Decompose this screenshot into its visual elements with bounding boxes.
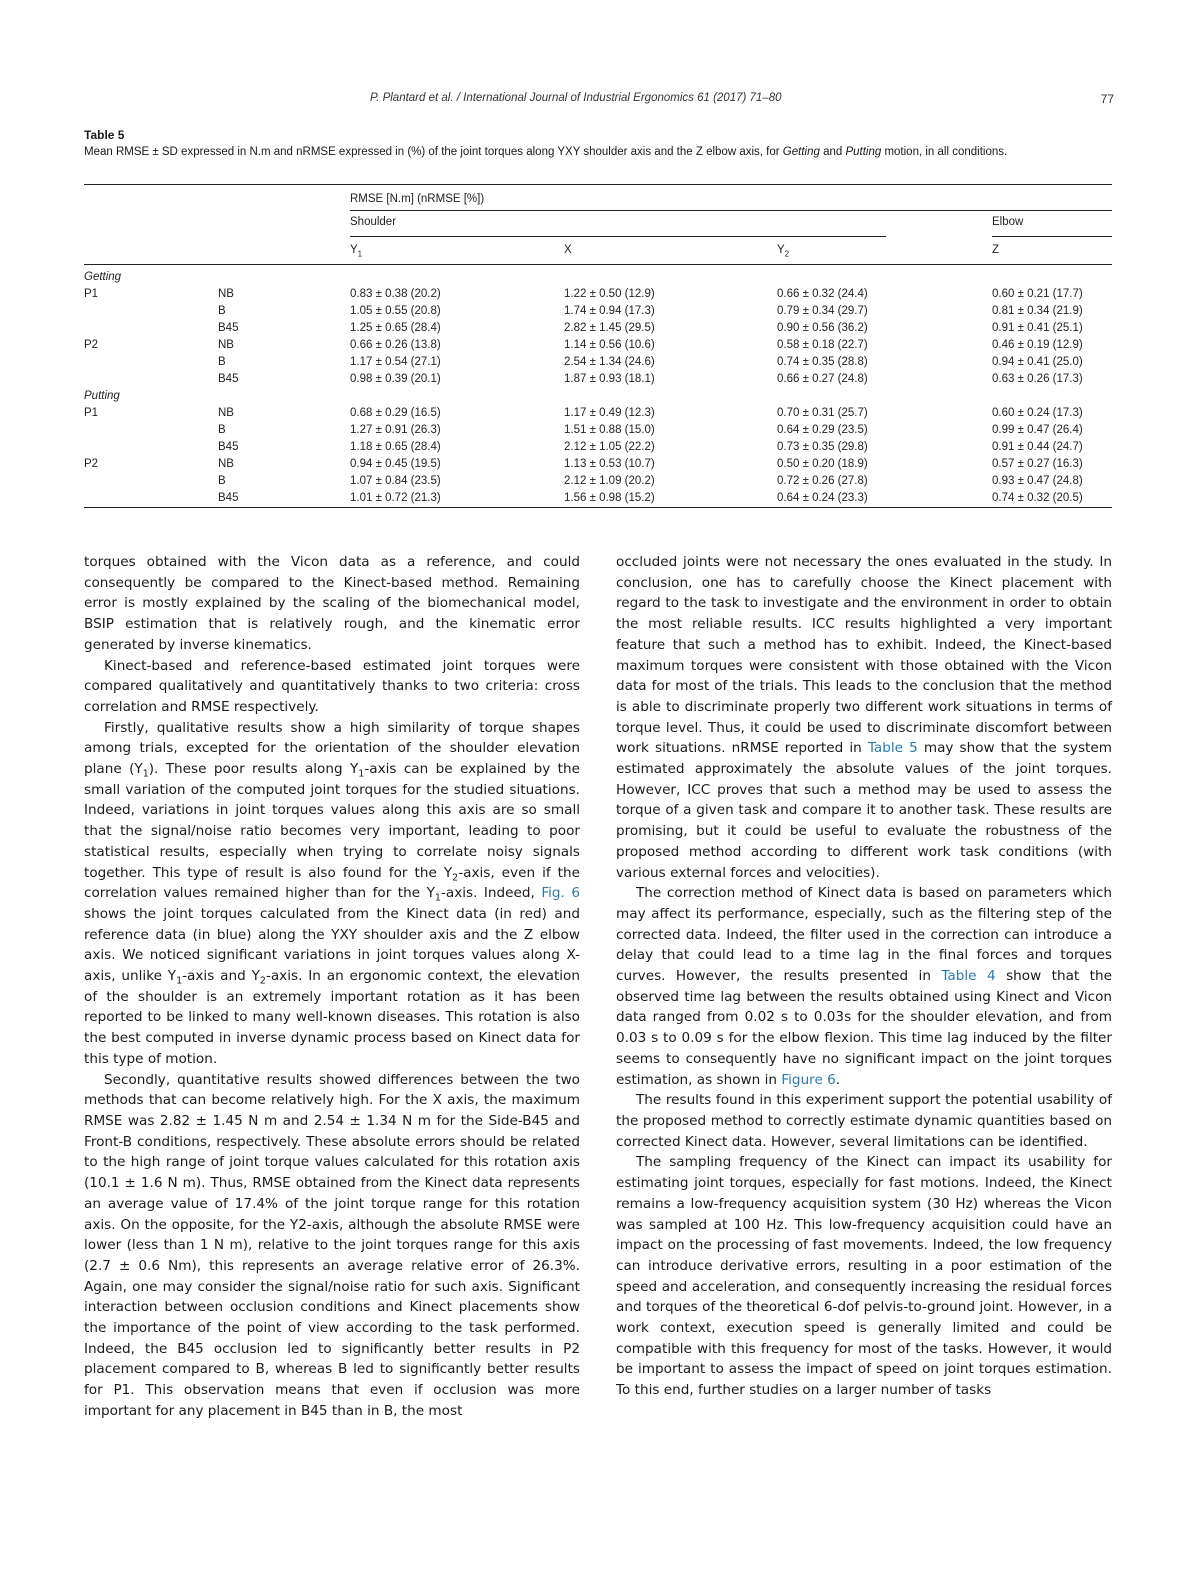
condition-cell: B45 [218, 441, 239, 453]
shoulder-header: Shoulder [350, 216, 397, 228]
elbow-header: Elbow [992, 216, 1024, 228]
right-text-column [616, 552, 1112, 1401]
caption-text: motion, in all conditions. [881, 146, 1008, 158]
paragraph [616, 883, 1112, 1090]
cell-y2: 0.73 ± 0.35 (29.8) [777, 441, 868, 453]
table-caption [84, 128, 1112, 161]
cross-reference-link[interactable]: Table 5 [867, 740, 918, 757]
table-row [84, 337, 1112, 354]
condition-cell: NB [218, 407, 234, 419]
text-run: ). These poor results along Y [148, 761, 359, 778]
table-row [84, 303, 1112, 320]
placement-cell: P1 [84, 407, 99, 419]
caption-text: Mean RMSE ± SD expressed in N.m and nRMSE expressed in (%) of the joint torques along YXY shoulder axis and the Z elbow axis, for [84, 146, 783, 158]
cell-y1: 1.27 ± 0.91 (26.3) [350, 424, 441, 436]
text-run: The sampling frequency of the Kinect can impact its usability for estimating joint torques, especially for fast motions. Indeed, the Kinect remains a low-frequency acquisition system (30 Hz) whereas the Vicon was sampled at 100 Hz. This low-frequency acquisition could have an impact on the processing of fast movements. Indeed, the low frequency can introduce derivative errors, resulting in a poor estimation of the speed and acceleration, and consequently increasing the residual forces and torques of the theoretical 6-dof pelvis-to-ground joint. However, in a work context, execution speed is generally limited and could be compatible with this frequency for most of the tasks. However, it would be important to assess the impact of speed on joint torques estimation. To this end, further studies on a larger number of tasks [616, 1154, 1112, 1399]
condition-cell: B [218, 305, 226, 317]
cell-y2: 0.64 ± 0.29 (23.5) [777, 424, 868, 436]
subscript: 2 [259, 975, 266, 987]
table-row [84, 422, 1112, 439]
cell-x: 1.56 ± 0.98 (15.2) [564, 492, 655, 504]
table-label: Table 5 [84, 128, 125, 142]
cell-x: 2.54 ± 1.34 (24.6) [564, 356, 655, 368]
cell-x: 1.74 ± 0.94 (17.3) [564, 305, 655, 317]
header-bottom-rule [84, 264, 1112, 265]
cell-y2: 0.70 ± 0.31 (25.7) [777, 407, 868, 419]
cell-x: 1.14 ± 0.56 (10.6) [564, 339, 655, 351]
caption-text: Getting [782, 146, 820, 158]
text-run: -axis can be explained by the small variation of the computed joint torques for the studied situations. Indeed, variations in joint torques values along this axis are so small that the signal/noise ratio becomes very important, leading to poor statistical results, especially when trying to correlate noisy signals together. This type of result is also found for the Y [84, 761, 580, 881]
column-header-y1: $Y_1$ [350, 244, 363, 259]
cell-x: 1.17 ± 0.49 (12.3) [564, 407, 655, 419]
caption-text: and [819, 146, 846, 158]
cell-z: 0.63 ± 0.26 (17.3) [992, 373, 1083, 385]
cell-x: 1.51 ± 0.88 (15.0) [564, 424, 655, 436]
cross-reference-link[interactable]: Table 4 [941, 968, 996, 985]
paragraph [84, 1070, 580, 1422]
paragraph [84, 718, 580, 1070]
table-row [84, 456, 1112, 473]
cell-z: 0.93 ± 0.47 (24.8) [992, 475, 1083, 487]
condition-cell: B [218, 424, 226, 436]
subscript: 1 [358, 768, 365, 780]
cell-y1: 0.68 ± 0.29 (16.5) [350, 407, 441, 419]
running-head: P. Plantard et al. / International Journal of Industrial Ergonomics 61 (2017) 71–80 [370, 92, 782, 104]
text-run: show that the observed time lag between the results obtained using Kinect and Vicon data ranged from 0.02 s to 0.03s for the shoulder elevation, and from 0.03 s to 0.09 s for the elbow flexion. This time lag induced by the filter seems to consequently have no significant impact on the joint torques estimation, as shown in [616, 968, 1112, 1088]
cell-y1: 1.17 ± 0.54 (27.1) [350, 356, 441, 368]
text-run: -axis. In an ergonomic context, the elevation of the shoulder is an extremely important rotation as it has been reported to be linked to many well-known diseases. This rotation is also the best computed in inverse dynamic process based on Kinect data for this type of motion. [84, 968, 580, 1067]
table-row [84, 405, 1112, 422]
column-header-y2: $Y_2$ [777, 244, 790, 259]
cell-x: 1.13 ± 0.53 (10.7) [564, 458, 655, 470]
subscript: 1 [142, 768, 149, 780]
motion-group-row [84, 269, 1112, 286]
cell-z: 0.91 ± 0.44 (24.7) [992, 441, 1083, 453]
cell-y1: 1.05 ± 0.55 (20.8) [350, 305, 441, 317]
table-body [84, 269, 1112, 507]
cross-reference-link[interactable]: Fig. 6 [541, 885, 580, 902]
text-run: -axis and Y [182, 968, 260, 985]
cell-y1: 0.66 ± 0.26 (13.8) [350, 339, 441, 351]
header-group-label: RMSE [N.m] (nRMSE [%]) [350, 193, 485, 205]
subscript: 2 [452, 872, 459, 884]
cell-z: 0.99 ± 0.47 (26.4) [992, 424, 1083, 436]
placement-cell: P1 [84, 288, 99, 300]
condition-cell: NB [218, 458, 234, 470]
elbow-rule [992, 236, 1112, 237]
paragraph [84, 552, 580, 656]
table-row [84, 354, 1112, 371]
paragraph [616, 552, 1112, 883]
text-run: -axis. Indeed, [440, 885, 542, 902]
column-header-x: X [564, 244, 572, 256]
paragraph [84, 656, 580, 718]
cell-y1: 0.83 ± 0.38 (20.2) [350, 288, 441, 300]
text-run: Firstly, qualitative results show a high similarity of torque shapes among trials, excepted for the orientation of the shoulder elevation plane (Y [84, 719, 580, 778]
left-text-column [84, 552, 580, 1422]
cell-y2: 0.64 ± 0.24 (23.3) [777, 492, 868, 504]
cell-y2: 0.58 ± 0.18 (22.7) [777, 339, 868, 351]
table-row [84, 473, 1112, 490]
paragraph [616, 1090, 1112, 1152]
cell-y1: 1.25 ± 0.65 (28.4) [350, 322, 441, 334]
cell-y2: 0.50 ± 0.20 (18.9) [777, 458, 868, 470]
condition-cell: NB [218, 339, 234, 351]
motion-group-row [84, 388, 1112, 405]
cell-z: 0.57 ± 0.27 (16.3) [992, 458, 1083, 470]
cell-z: 0.60 ± 0.24 (17.3) [992, 407, 1083, 419]
text-run: may show that the system estimated approximately the absolute values of the joint torques. However, ICC proves that such a method may be used to assess the torque of a given task and compare it to another task. These results are promising, but it could be useful to evaluate the robustness of the proposed method according to different work task conditions (with various external forces and velocities). [616, 740, 1112, 881]
cell-y2: 0.90 ± 0.56 (36.2) [777, 322, 868, 334]
cell-y1: 1.18 ± 0.65 (28.4) [350, 441, 441, 453]
table-row [84, 371, 1112, 388]
condition-cell: B45 [218, 322, 239, 334]
text-run: Secondly, quantitative results showed differences between the two methods that can become relatively high. For the X axis, the maximum RMSE was 2.82 ± 1.45 N m and 2.54 ± 1.34 N m for the Side-B45 and Front-B conditions, respectively. These absolute errors should be related to the high range of joint torque values calculated for this rotation axis (10.1 ± 1.6 N m). Thus, RMSE obtained from the Kinect data represents an average value of 17.4% of the joint torque range for this rotation axis. On the opposite, for the Y2-axis, although the absolute RMSE were lower (less than 1 N m), relative to the joint torques range for this axis (2.7 ± 0.6 Nm), this represents an average relative error of 26.3%. Again, one may consider the signal/noise ratio for such axis. Significant interaction between occlusion conditions and Kinect placements show the importance of the point of view according to the task performed. Indeed, the B45 occlusion led to significantly better results in P2 placement compared to B, whereas B led to significantly better results for P1. This observation means that even if occlusion was more important for any placement in B45 than in B, the most [84, 1071, 580, 1419]
cell-y2: 0.72 ± 0.26 (27.8) [777, 475, 868, 487]
page-number: 77 [1100, 92, 1114, 106]
condition-cell: B [218, 356, 226, 368]
text-run: -axis, even if the correlation values remained higher than for the Y [84, 864, 580, 902]
cell-z: 0.46 ± 0.19 (12.9) [992, 339, 1083, 351]
table-row [84, 490, 1112, 507]
table-top-rule [84, 184, 1112, 185]
placement-cell: P2 [84, 458, 99, 470]
motion-label: Getting [84, 271, 122, 283]
cell-y2: 0.79 ± 0.34 (29.7) [777, 305, 868, 317]
condition-cell: B45 [218, 492, 239, 504]
cell-x: 2.82 ± 1.45 (29.5) [564, 322, 655, 334]
cell-y1: 0.94 ± 0.45 (19.5) [350, 458, 441, 470]
cross-reference-link[interactable]: Figure 6 [781, 1071, 836, 1088]
cell-z: 0.94 ± 0.41 (25.0) [992, 356, 1083, 368]
shoulder-rule [350, 236, 886, 237]
cell-z: 0.74 ± 0.32 (20.5) [992, 492, 1083, 504]
subscript: 1 [176, 975, 183, 987]
cell-z: 0.91 ± 0.41 (25.1) [992, 322, 1083, 334]
cell-x: 2.12 ± 1.05 (22.2) [564, 441, 655, 453]
cell-x: 1.87 ± 0.93 (18.1) [564, 373, 655, 385]
table-row [84, 320, 1112, 337]
text-run: . [835, 1071, 841, 1088]
cell-y1: 1.01 ± 0.72 (21.3) [350, 492, 441, 504]
cell-y1: 0.98 ± 0.39 (20.1) [350, 373, 441, 385]
table-row [84, 439, 1112, 456]
text-run: The correction method of Kinect data is based on parameters which may affect its performance, especially, such as the filtering step of the corrected data. Indeed, the filter used in the correction can introduce a delay that could lead to a time lag in the final forces and torques curves. However, the results presented in [616, 885, 1112, 985]
text-run: Kinect-based and reference-based estimated joint torques were compared qualitatively and quantitatively thanks to two criteria: cross correlation and RMSE respectively. [84, 657, 580, 715]
text-run: torques obtained with the Vicon data as a reference, and could consequently be compared to the Kinect-based method. Remaining error is mostly explained by the scaling of the biomechanical model, BSIP estimation that is relatively rough, and the kinematic error generated by inverse kinematics. [84, 554, 580, 653]
cell-y2: 0.66 ± 0.32 (24.4) [777, 288, 868, 300]
text-run: The results found in this experiment support the potential usability of the proposed method to correctly estimate dynamic quantities based on corrected Kinect data. However, several limitations can be identified. [616, 1092, 1112, 1150]
table-bottom-rule [84, 507, 1112, 508]
cell-z: 0.81 ± 0.34 (21.9) [992, 305, 1083, 317]
cell-y1: 1.07 ± 0.84 (23.5) [350, 475, 441, 487]
cell-y2: 0.74 ± 0.35 (28.8) [777, 356, 868, 368]
text-run: occluded joints were not necessary the ones evaluated in the study. In conclusion, one has to carefully choose the Kinect placement with regard to the task to investigate and the environment in order to obtain the most reliable results. ICC results highlighted a very important feature that such a method has to exhibit. Indeed, the Kinect-based maximum torques were consistent with those obtained with the Vicon data for most of the trials. This leads to the conclusion that the method is able to discriminate properly two different work situations in terms of torque level. Thus, it could be used to discriminate discomfort between work situations. nRMSE reported in [616, 554, 1112, 757]
condition-cell: NB [218, 288, 234, 300]
cell-y2: 0.66 ± 0.27 (24.8) [777, 373, 868, 385]
text-run: shows the joint torques calculated from the Kinect data (in red) and reference data (in blue) along the YXY shoulder axis and the Z elbow axis. We noticed significant variations in joint torques values along X-axis, unlike Y [84, 905, 580, 985]
condition-cell: B45 [218, 373, 239, 385]
motion-label: Putting [84, 390, 120, 402]
caption-text: Putting [845, 146, 882, 158]
cell-x: 1.22 ± 0.50 (12.9) [564, 288, 655, 300]
cell-z: 0.60 ± 0.21 (17.7) [992, 288, 1083, 300]
table-row [84, 286, 1112, 303]
column-header-z: Z [992, 244, 1000, 256]
subscript: 1 [434, 892, 441, 904]
paragraph [616, 1152, 1112, 1400]
header-group-rule [350, 210, 1112, 211]
placement-cell: P2 [84, 339, 99, 351]
table-description [84, 145, 1112, 161]
cell-x: 2.12 ± 1.09 (20.2) [564, 475, 655, 487]
page-header [0, 92, 1191, 110]
condition-cell: B [218, 475, 226, 487]
